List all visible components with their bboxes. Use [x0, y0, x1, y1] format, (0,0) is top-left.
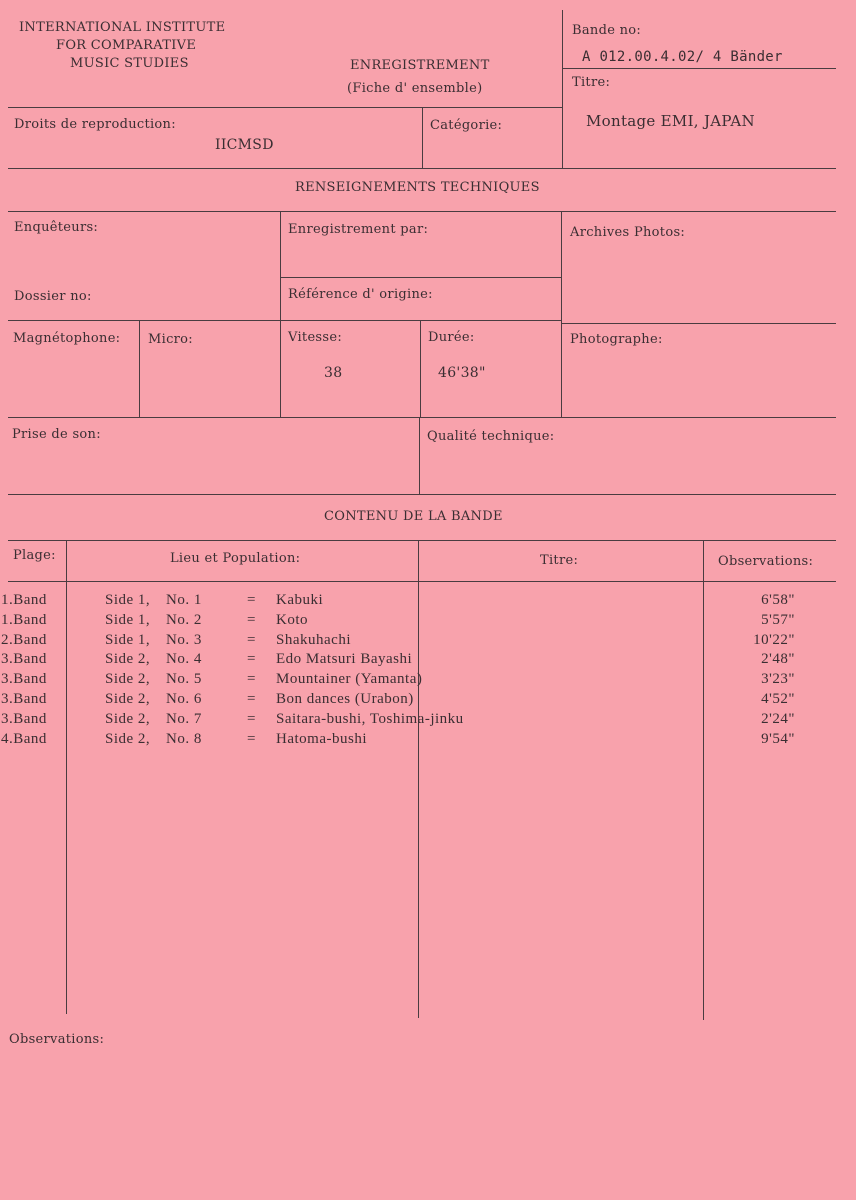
row-side: Side 1, [105, 631, 151, 648]
plage-column-line [66, 540, 67, 1014]
duree-value: 46'38" [438, 365, 486, 381]
row-title: Shakuhachi [276, 631, 351, 648]
row-side: Side 2, [105, 671, 151, 688]
prise-bottom-line [8, 494, 836, 495]
tech-bottom-line [8, 417, 836, 418]
categorie-divider [422, 107, 423, 168]
row-title: Edo Matsuri Bayashi [276, 651, 413, 668]
col-titre: Titre: [540, 553, 579, 568]
row-duration: 10'22" [753, 631, 795, 648]
duree-divider [420, 320, 421, 417]
row-title: Kabuki [276, 592, 324, 608]
magnetophone-label: Magnétophone: [13, 331, 121, 346]
row-side: Side 2, [105, 651, 151, 668]
tech-divider-1 [280, 211, 281, 417]
row-duration: 2'24" [761, 710, 795, 727]
contents-header-bottom [8, 581, 836, 582]
enregistrement-par-bottom [280, 277, 561, 278]
row-plage: 4.Band [1, 730, 47, 747]
row-plage: 3.Band [1, 651, 47, 668]
col-observations: Observations: [718, 554, 814, 569]
form-subtitle: (Fiche d' ensemble) [347, 81, 483, 96]
vitesse-label: Vitesse: [288, 330, 343, 345]
row-equals: = [247, 691, 256, 707]
row-title: Saitara-bushi, Toshima-jinku [276, 710, 464, 727]
row-equals: = [247, 611, 256, 628]
row-plage: 2.Band [1, 631, 47, 648]
row-number: No. 1 [166, 592, 202, 608]
categorie-label: Catégorie: [430, 118, 503, 133]
observations-label: Observations: [9, 1032, 105, 1047]
row-side: Side 2, [105, 730, 151, 747]
dossier-bottom-line [8, 320, 561, 321]
enregistrement-par-label: Enregistrement par: [288, 222, 429, 237]
row-title: Hatoma-bushi [276, 730, 367, 747]
contents-header-top [8, 540, 836, 541]
reference-label: Référence d' origine: [288, 287, 433, 302]
prise-de-son-label: Prise de son: [12, 427, 101, 442]
row-number: No. 8 [166, 730, 202, 747]
row-number: No. 6 [166, 691, 202, 707]
archives-photos-label: Archives Photos: [570, 225, 686, 240]
row-equals: = [247, 631, 256, 648]
bande-label: Bande no: [572, 23, 642, 38]
tech-divider-2 [561, 211, 562, 417]
row-side: Side 1, [105, 592, 151, 608]
institute-line-2: FOR COMPARATIVE [56, 38, 197, 53]
row-title: Mountainer (Yamanta) [276, 671, 423, 688]
titre-value: Montage EMI, JAPAN [586, 112, 755, 130]
droits-value: IICMSD [215, 137, 274, 153]
archives-bottom-line [561, 323, 836, 324]
row-equals: = [247, 592, 256, 608]
header-divider-vertical [562, 10, 563, 168]
row-duration: 6'58" [761, 592, 795, 608]
row-plage: 3.Band [1, 691, 47, 707]
row-plage: 3.Band [1, 671, 47, 688]
row-side: Side 2, [105, 710, 151, 727]
bande-underline [562, 68, 836, 69]
row-number: No. 3 [166, 631, 202, 648]
row-equals: = [247, 651, 256, 668]
row-plage: 1.Band [1, 592, 47, 608]
photographe-label: Photographe: [570, 332, 663, 347]
enqueteurs-label: Enquêteurs: [14, 220, 99, 235]
row-plage: 1.Band [1, 611, 47, 628]
row-number: No. 7 [166, 710, 202, 727]
row-number: No. 4 [166, 651, 202, 668]
row-number: No. 2 [166, 611, 202, 628]
form-title: ENREGISTREMENT [350, 58, 490, 73]
titre-label: Titre: [572, 75, 611, 90]
row-equals: = [247, 710, 256, 727]
row-duration: 4'52" [761, 691, 795, 707]
tech-top-line [8, 211, 836, 212]
row-title: Koto [276, 611, 308, 628]
row-duration: 2'48" [761, 651, 795, 668]
qualite-divider [419, 417, 420, 494]
col-plage: Plage: [13, 548, 56, 563]
duree-label: Durée: [428, 330, 475, 345]
row-equals: = [247, 730, 256, 747]
row-number: No. 5 [166, 671, 202, 688]
row-duration: 3'23" [761, 671, 795, 688]
droits-bottom-line [8, 168, 836, 169]
institute-line-3: MUSIC STUDIES [70, 56, 189, 71]
observations-column-line [703, 540, 704, 1020]
row-title: Bon dances (Urabon) [276, 691, 414, 707]
institute-line-1: INTERNATIONAL INSTITUTE [19, 20, 226, 35]
droits-label: Droits de reproduction: [14, 117, 176, 132]
row-plage: 3.Band [1, 710, 47, 727]
row-duration: 5'57" [761, 611, 795, 628]
tech-section-title: RENSEIGNEMENTS TECHNIQUES [295, 180, 540, 195]
row-equals: = [247, 671, 256, 688]
row-side: Side 1, [105, 611, 151, 628]
row-duration: 9'54" [761, 730, 795, 747]
row-side: Side 2, [105, 691, 151, 707]
vitesse-value: 38 [324, 365, 343, 381]
col-lieu: Lieu et Population: [170, 551, 301, 566]
dossier-label: Dossier no: [14, 289, 92, 304]
micro-divider [139, 320, 140, 417]
qualite-label: Qualité technique: [427, 429, 555, 444]
titre-column-line [418, 540, 419, 1018]
micro-label: Micro: [148, 332, 193, 347]
bande-value: A 012.00.4.02/ 4 Bänder [582, 49, 783, 65]
contents-section-title: CONTENU DE LA BANDE [324, 509, 503, 524]
header-bottom-line [8, 107, 562, 108]
